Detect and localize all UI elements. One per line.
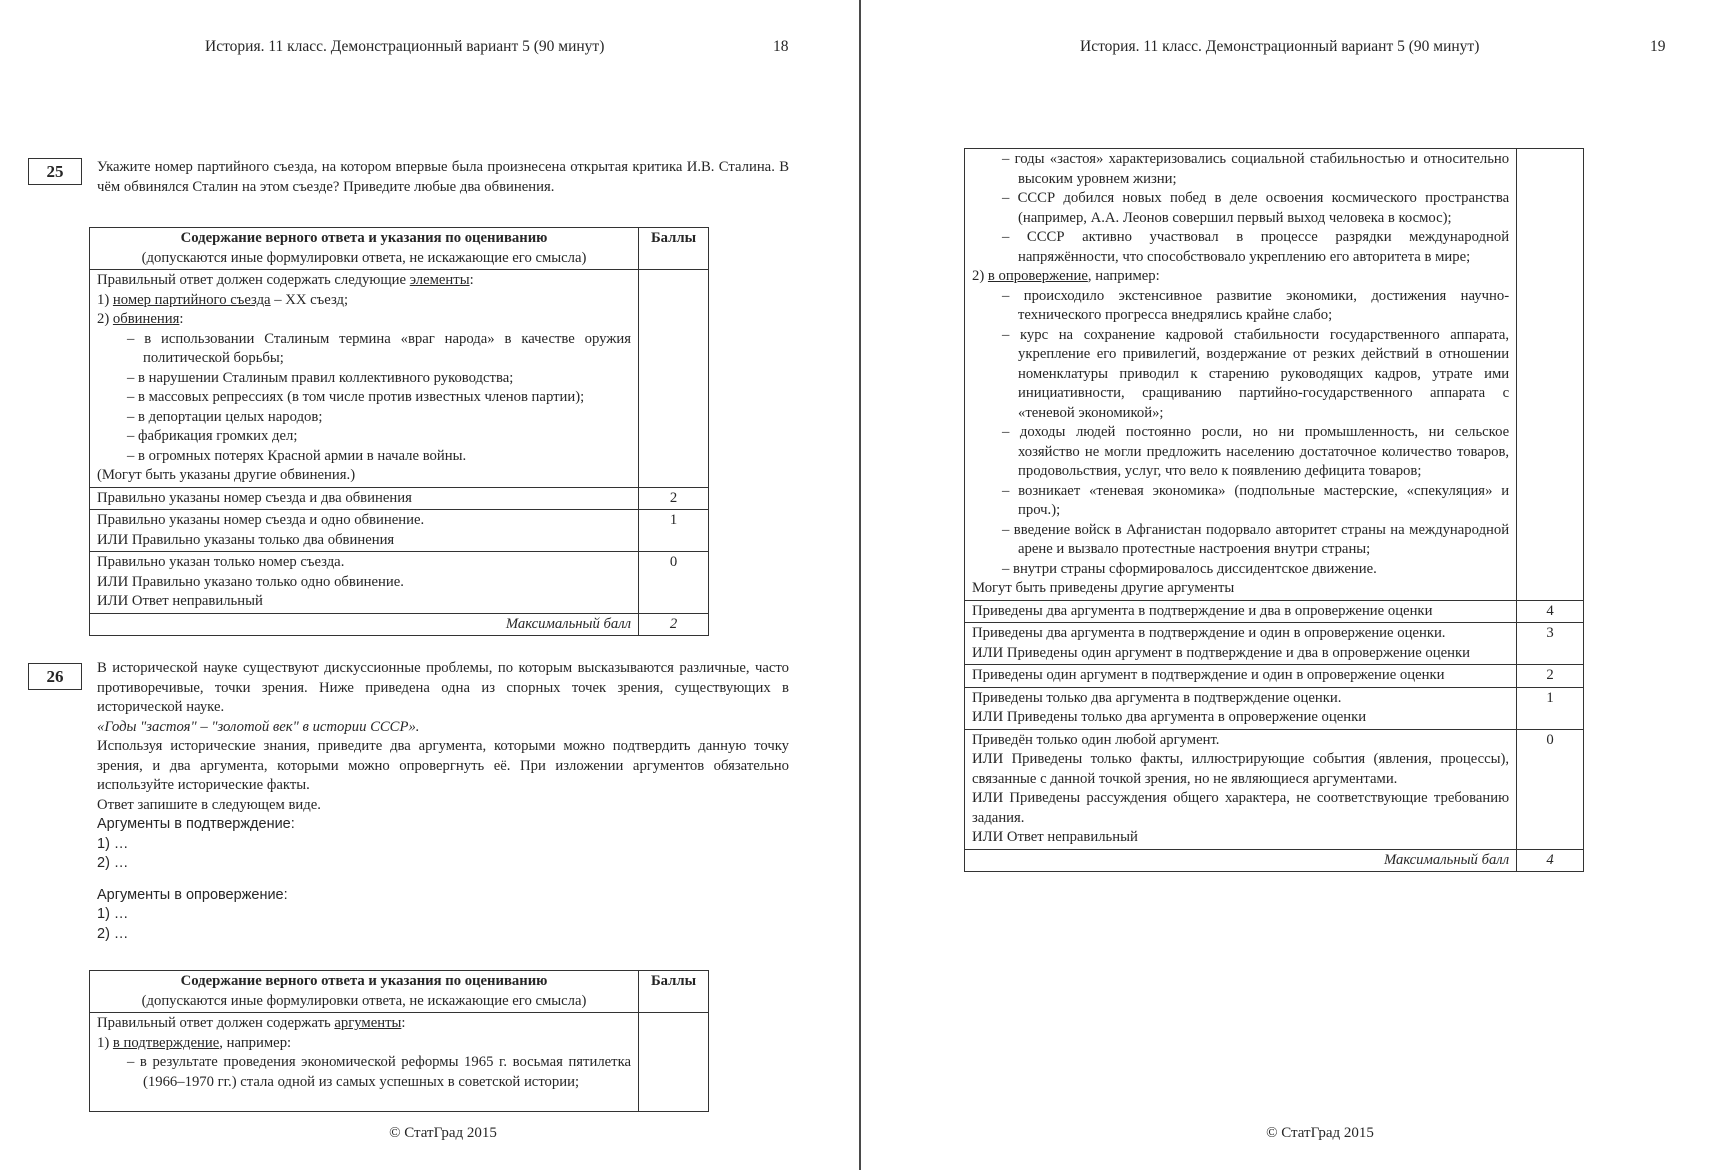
criterion-row bbox=[965, 687, 1584, 729]
criterion-row bbox=[90, 487, 709, 510]
empty-points-cell bbox=[639, 1013, 709, 1112]
max-score-value: 4 bbox=[1517, 849, 1584, 872]
item-1-rest: – XX съезд; bbox=[270, 291, 349, 308]
empty-points-cell bbox=[1517, 149, 1584, 601]
header-points-cell: Баллы bbox=[639, 971, 709, 1013]
criterion-line: ИЛИ Правильно указаны только два обвинения bbox=[97, 531, 395, 548]
answer-content-cell bbox=[90, 1013, 639, 1112]
criterion-text-cell bbox=[90, 510, 639, 552]
page-number: 18 bbox=[773, 38, 789, 55]
criterion-line: ИЛИ Приведены только факты, иллюстрирующие события (явления, процессы), связанные с данной точкой зрения, но не являющиеся аргументами. bbox=[972, 751, 1510, 787]
table-row-answer-content bbox=[965, 149, 1584, 601]
charge-item: – в депортации целых народов; bbox=[127, 408, 323, 425]
task-number-box: 25 bbox=[28, 158, 82, 185]
header-subtitle: (допускаются иные формулировки ответа, не искажающие его смысла) bbox=[141, 992, 587, 1009]
criterion-points: 4 bbox=[1517, 600, 1584, 623]
item-2-number: 2) bbox=[972, 268, 988, 284]
criterion-text-cell bbox=[965, 687, 1517, 729]
criterion-points: 2 bbox=[639, 487, 709, 510]
task-26-text bbox=[97, 659, 789, 944]
item-2-rest: , например: bbox=[1087, 268, 1160, 284]
page-header: История. 11 класс. Демонстрационный вариант 5 (90 минут) bbox=[1080, 38, 1480, 55]
criterion-line: Приведён только один любой аргумент. bbox=[972, 731, 1220, 748]
criterion-points: 1 bbox=[639, 510, 709, 552]
refute-argument: – доходы людей постоянно росли, но ни промышленность, ни сельское хозяйство не могли предложить населению достаточное количество товаров, продовольствия, услуг, что вело к появлению дефицита товаров; bbox=[1002, 424, 1510, 479]
refute-argument: – происходило экстенсивное развитие экономики, достижения научно-технического прогресса внедрялись крайне слабо; bbox=[1002, 287, 1510, 323]
task-25-text bbox=[97, 158, 789, 197]
page-19 bbox=[861, 0, 1722, 1170]
criterion-line: ИЛИ Ответ неправильный bbox=[972, 829, 1138, 845]
intro-underlined: аргументы bbox=[334, 1015, 402, 1031]
charge-item: – в нарушении Сталиным правил коллективного руководства; bbox=[127, 369, 514, 386]
header-title: Содержание верного ответа и указания по оцениванию bbox=[180, 230, 548, 246]
criterion-line: Приведены два аргумента в подтверждение и один в опровержение оценки. bbox=[972, 625, 1446, 641]
max-score-value: 2 bbox=[639, 613, 709, 636]
criterion-line: ИЛИ Приведены только два аргумента в опровержение оценки bbox=[972, 709, 1367, 725]
criterion-row bbox=[965, 623, 1584, 665]
criterion-row bbox=[965, 729, 1584, 849]
page-18 bbox=[0, 0, 860, 1170]
criterion-line: ИЛИ Приведены один аргумент в подтверждение и два в опровержение оценки bbox=[972, 644, 1470, 661]
confirm-item: 1) … bbox=[97, 835, 129, 852]
intro-text: Правильный ответ должен содержать bbox=[97, 1015, 335, 1031]
criterion-text-cell bbox=[965, 729, 1517, 849]
empty-points-cell bbox=[639, 270, 709, 488]
max-score-row bbox=[90, 613, 709, 636]
criterion-points: 3 bbox=[1517, 623, 1584, 665]
criterion-line: ИЛИ Приведены рассуждения общего характера, не соответствующие требованию задания. bbox=[972, 790, 1510, 826]
criterion-text-cell bbox=[90, 552, 639, 614]
charge-item: – в огромных потерях Красной армии в начале войны. bbox=[127, 447, 467, 464]
criterion-text-cell bbox=[965, 600, 1517, 623]
table-row-answer-content bbox=[90, 270, 709, 488]
intro-colon: : bbox=[469, 272, 474, 288]
item-1-underlined: номер партийного съезда bbox=[112, 291, 271, 308]
criterion-line: Приведены два аргумента в подтверждение и два в опровержение оценки bbox=[972, 602, 1433, 619]
answer-content-cell bbox=[965, 149, 1517, 601]
header-content-cell bbox=[90, 971, 639, 1013]
refute-item: 2) … bbox=[97, 925, 129, 942]
max-score-label: Максимальный балл bbox=[965, 849, 1517, 872]
criterion-points: 0 bbox=[639, 552, 709, 614]
confirm-argument: – СССР добился новых побед в деле освоения космического пространства (например, А.А. Леонов совершил первый выход человека в космос); bbox=[1002, 190, 1510, 226]
confirm-heading: Аргументы в подтверждение: bbox=[97, 816, 295, 832]
max-score-label: Максимальный балл bbox=[90, 613, 639, 636]
max-score-row bbox=[965, 849, 1584, 872]
table-header-row bbox=[90, 971, 709, 1013]
task-number-box: 26 bbox=[28, 663, 82, 690]
item-2-underlined: в опровержение bbox=[987, 268, 1088, 284]
criterion-points: 1 bbox=[1517, 687, 1584, 729]
criterion-row bbox=[965, 600, 1584, 623]
page-footer: © СтатГрад 2015 bbox=[1266, 1125, 1374, 1141]
task-25-answer-table bbox=[89, 227, 709, 636]
item-2-number: 2) bbox=[97, 311, 113, 327]
task-26-answer-table bbox=[89, 970, 709, 1112]
confirm-argument: – СССР активно участвовал в процессе разрядки международной напряжённости, что способствовало укреплению его авторитета в мире; bbox=[1002, 229, 1510, 265]
refute-heading: Аргументы в опровержение: bbox=[97, 886, 288, 903]
criterion-line: Приведены только два аргумента в подтверждение оценки. bbox=[972, 689, 1342, 706]
item-1-underlined: в подтверждение bbox=[112, 1034, 220, 1051]
task-26-answer-table-continued bbox=[964, 148, 1584, 872]
refute-argument: – введение войск в Афганистан подорвало авторитет страны на международной арене и вызвало протестные настроения внутри страны; bbox=[1002, 521, 1510, 557]
criterion-points: 2 bbox=[1517, 665, 1584, 688]
page-footer: © СтатГрад 2015 bbox=[389, 1125, 497, 1141]
task-26-quote: «Годы "застоя" – "золотой век" в истории СССР». bbox=[97, 718, 420, 735]
intro-text: Правильный ответ должен содержать следующие bbox=[97, 272, 410, 288]
header-content-cell bbox=[90, 228, 639, 270]
criterion-row bbox=[965, 665, 1584, 688]
other-arguments-note: Могут быть приведены другие аргументы bbox=[972, 580, 1235, 596]
criterion-line: Правильно указаны номер съезда и одно обвинение. bbox=[97, 512, 425, 528]
task-26-intro: В исторической науке существуют дискуссионные проблемы, по которым высказываются различные, часто противоречивые, точки зрения. Ниже приведена одна из спорных точек зрения, существующих в исторической науке. bbox=[97, 660, 789, 715]
item-2-underlined: обвинения bbox=[112, 311, 180, 327]
item-1-number: 1) bbox=[97, 291, 113, 308]
task-25-question: Укажите номер партийного съезда, на котором впервые была произнесена открытая критика И.В. Сталина. В чём обвинялся Сталин на этом съезде? Приведите любые два обвинения. bbox=[97, 159, 789, 195]
criterion-text-cell bbox=[965, 623, 1517, 665]
page-header: История. 11 класс. Демонстрационный вариант 5 (90 минут) bbox=[205, 38, 605, 55]
criterion-line: ИЛИ Правильно указано только одно обвинение. bbox=[97, 573, 404, 590]
charge-item: – фабрикация громких дел; bbox=[127, 428, 298, 444]
header-subtitle: (допускаются иные формулировки ответа, не искажающие его смысла) bbox=[141, 249, 587, 266]
header-points-cell: Баллы bbox=[639, 228, 709, 270]
task-26-instruction: Используя исторические знания, приведите два аргумента, которыми можно подтвердить данную точку зрения, и два аргумента, которыми можно опровергнуть её. При изложении аргументов обязательно используйте исторические факты. bbox=[97, 738, 789, 793]
charge-item: – в массовых репрессиях (в том числе против известных членов партии); bbox=[127, 389, 585, 405]
item-1-rest: , например: bbox=[219, 1034, 292, 1051]
task-26-format-note: Ответ запишите в следующем виде. bbox=[97, 796, 321, 813]
other-charges-note: (Могут быть указаны другие обвинения.) bbox=[97, 467, 356, 483]
header-title: Содержание верного ответа и указания по оцениванию bbox=[180, 973, 548, 989]
confirm-argument: – годы «застоя» характеризовались социальной стабильностью и относительно высоким уровнем жизни; bbox=[1002, 151, 1510, 187]
item-2-colon: : bbox=[179, 311, 184, 327]
criterion-line: Приведены один аргумент в подтверждение и один в опровержение оценки bbox=[972, 667, 1445, 683]
criterion-row bbox=[90, 510, 709, 552]
intro-underlined: элементы bbox=[409, 272, 470, 288]
criterion-row bbox=[90, 552, 709, 614]
criterion-line: Правильно указаны номер съезда и два обвинения bbox=[97, 489, 412, 506]
criterion-points: 0 bbox=[1517, 729, 1584, 849]
refute-argument: – курс на сохранение кадровой стабильности государственного аппарата, укрепление его привилегий, воздержание от резких действий в отношении номенклатуры приводил к старению руководящих кадров, утрате ими инициативности, сращиванию партийно-государственного аппарата с «теневой экономикой»; bbox=[1002, 326, 1510, 421]
refute-item: 1) … bbox=[97, 906, 129, 922]
refute-argument: – возникает «теневая экономика» (подпольные мастерские, «спекуляция» и проч.); bbox=[1002, 482, 1510, 518]
criterion-text-cell bbox=[90, 487, 639, 510]
criterion-text-cell bbox=[965, 665, 1517, 688]
intro-colon: : bbox=[401, 1015, 406, 1031]
table-row-answer-content bbox=[90, 1013, 709, 1112]
confirm-item: 2) … bbox=[97, 855, 129, 871]
charge-item: – в использовании Сталиным термина «враг народа» в качестве оружия политической борьбы; bbox=[127, 330, 632, 366]
item-1-number: 1) bbox=[97, 1034, 113, 1051]
criterion-line: ИЛИ Ответ неправильный bbox=[97, 593, 263, 609]
criterion-line: Правильно указан только номер съезда. bbox=[97, 554, 345, 570]
table-header-row bbox=[90, 228, 709, 270]
page-number: 19 bbox=[1650, 38, 1666, 55]
confirm-argument: – в результате проведения экономической реформы 1965 г. восьмая пятилетка (1966–1970 гг.) стала одной из самых успешных в советской истории; bbox=[127, 1054, 632, 1090]
answer-content-cell bbox=[90, 270, 639, 488]
refute-argument: – внутри страны сформировалось диссидентское движение. bbox=[1002, 560, 1377, 577]
